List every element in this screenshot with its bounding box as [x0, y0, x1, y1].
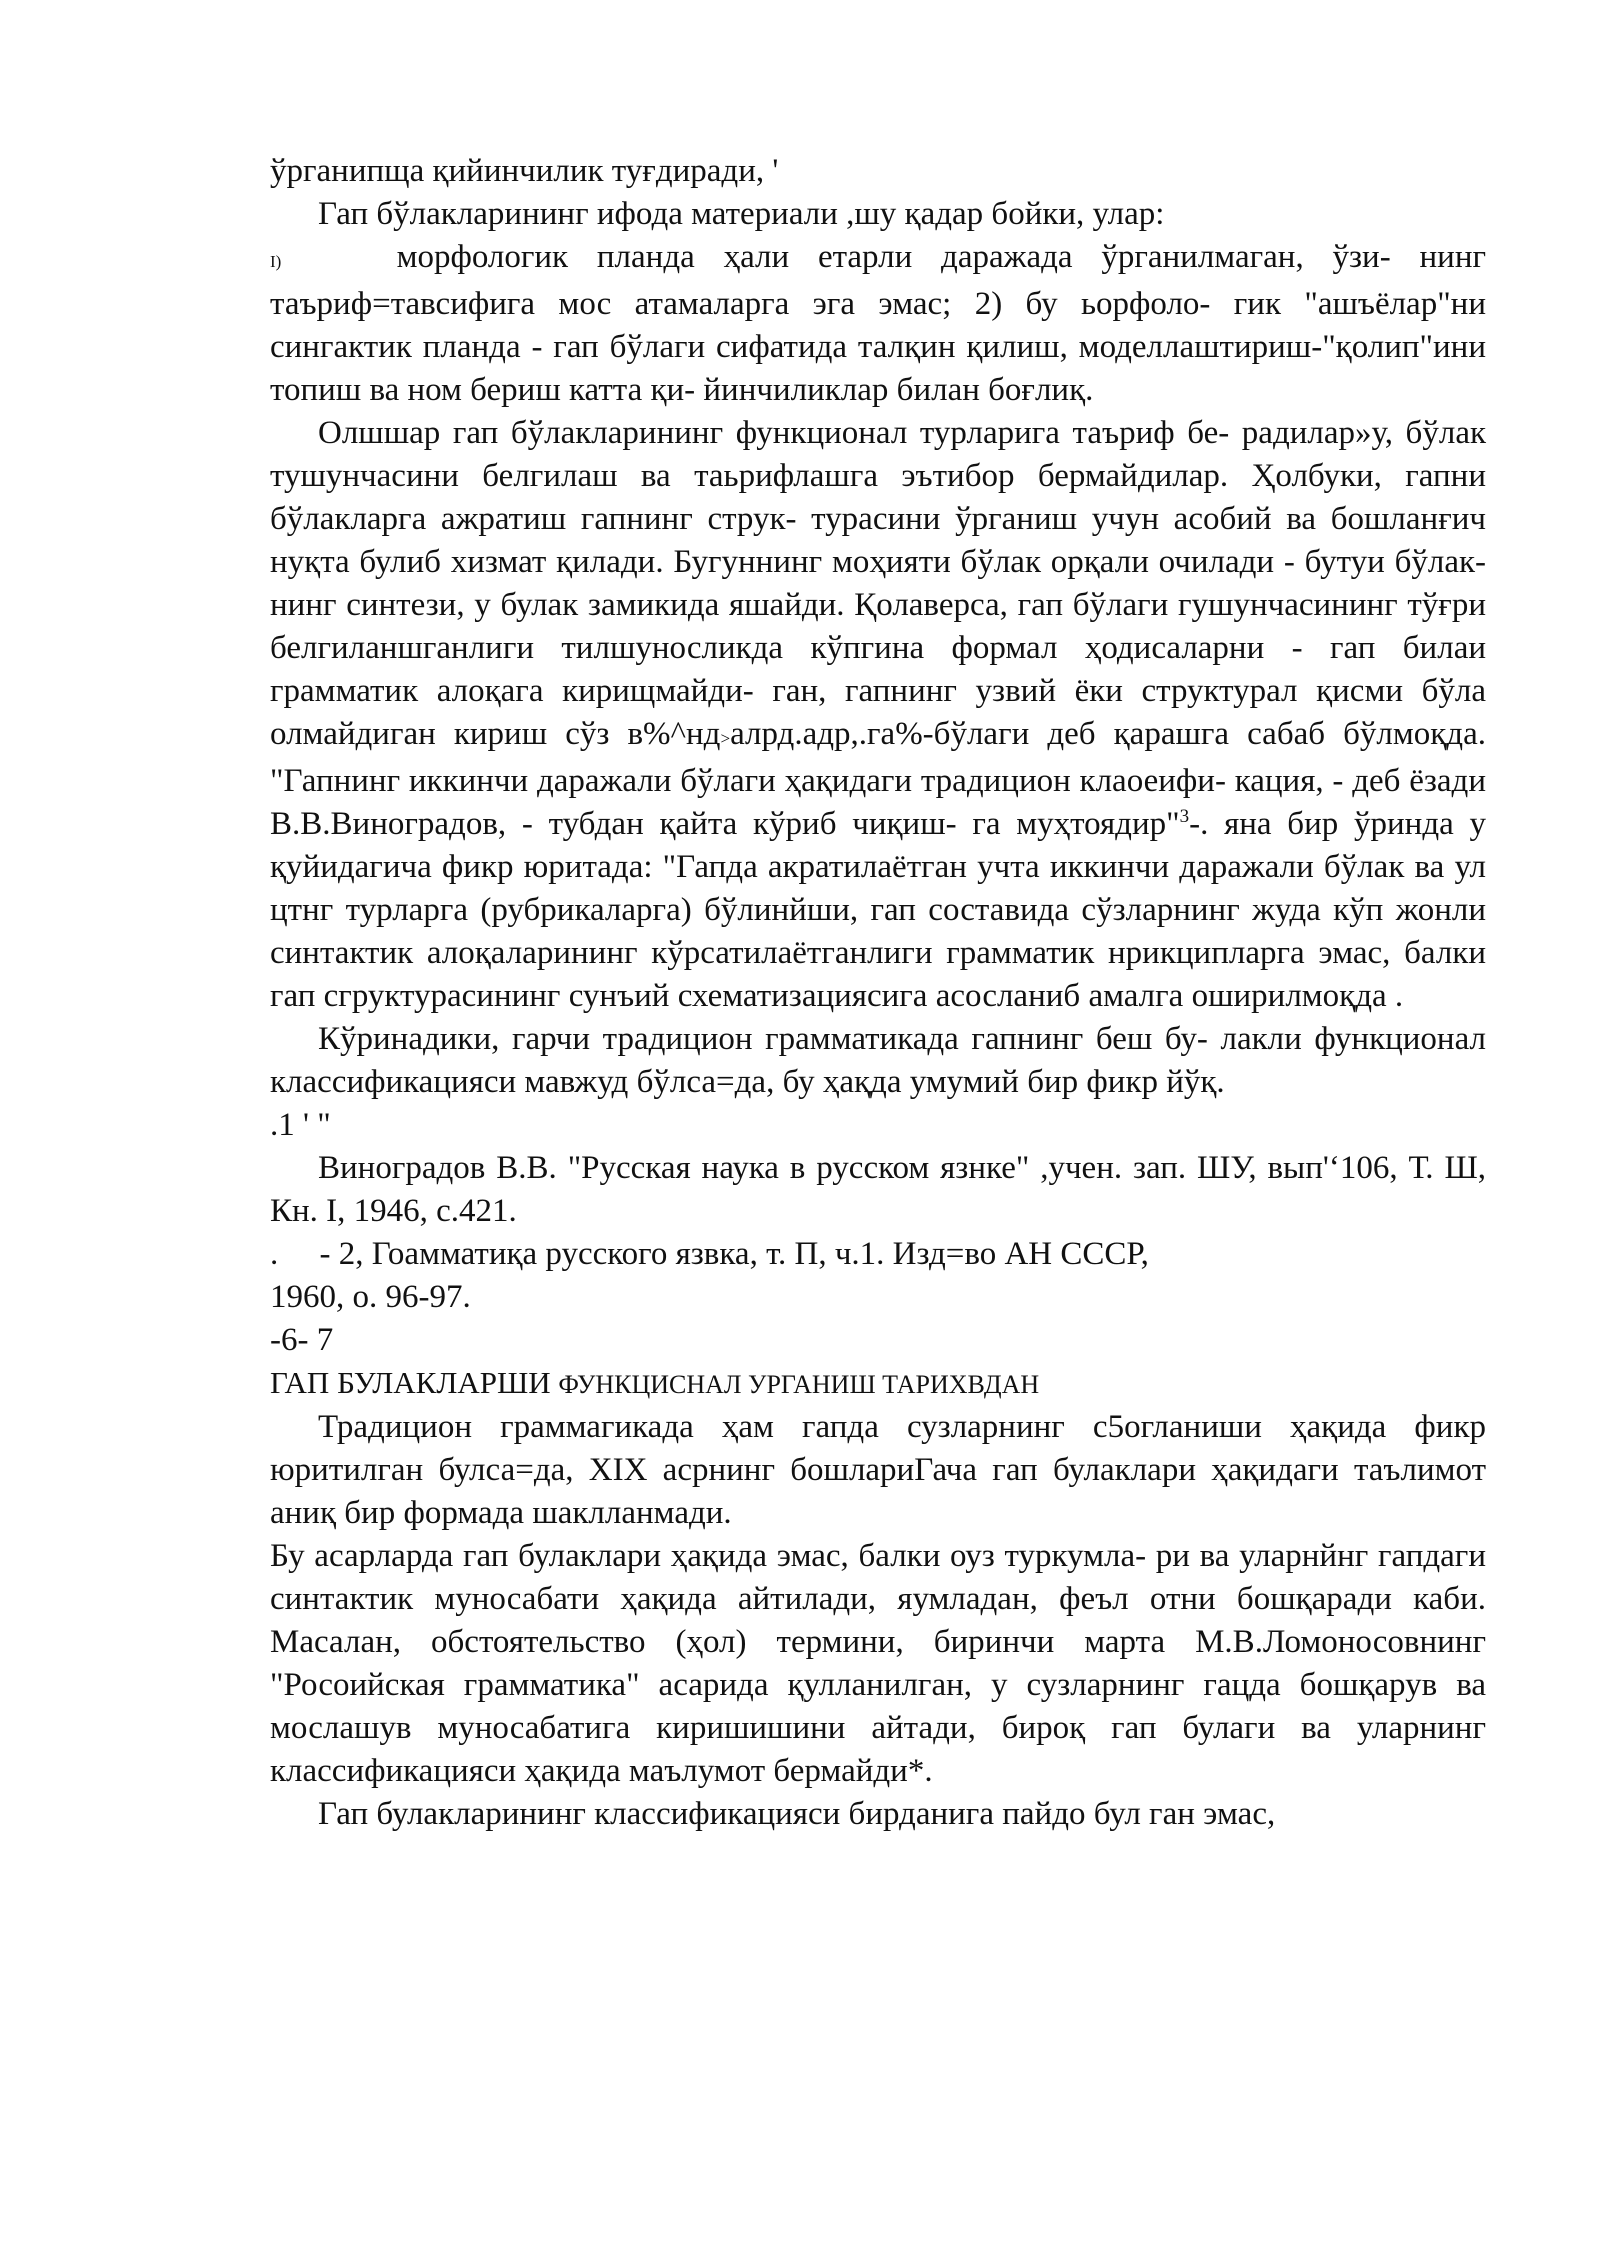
footnote: 1960, о. 96-97. [270, 1279, 471, 1315]
paragraph: Гап булакларининг классификацияси бирданига пайдо бул ган эмас, [318, 1796, 1276, 1832]
list-number: I) [270, 252, 282, 271]
footnote: Виноградов В.В. "Русская наука в русском язнке" ,учен. зап. ШУ, вып'‘106, Т. Ш, Кн. I, 1946, с.421. [270, 1150, 1486, 1229]
paragraph [270, 236, 1486, 412]
paragraph: Бу асарларда гап булаклари ҳақида эмас, балки оуз туркумла- ри ва уларнйнг гапдаги синтактик муносабати ҳақида айтилади, яумладан, феъл отни бошқаради каби. Масалан, обстоятельство (ҳол) термини, биринчи марта М.В.Ломоносовнинг "Росоийская грамматика" асарида қулланилган, у сузларнинг гацда бошқарув ва мослашув муносабатига киришишини айтади, бироқ гап булаги ва уларнинг классификацияси ҳақида маълумот бермайди*. [270, 1538, 1486, 1789]
paragraph: Кўринадики, гарчи традицион грамматикада гапнинг беш бу- лакли функционал классификацияси мавжуд бўлса=да, бу ҳақда умумий бир фикр йўқ. [270, 1021, 1486, 1100]
text-line: ўрганипща қийинчилик туғдиради, ' [270, 153, 779, 189]
text-fragment: > [720, 729, 731, 748]
paragraph: Традицион граммагикада ҳам гапда сузларнинг с5огланиши ҳақида фикр юритилган булса=да, XIX асрнинг бошлариГача гап булаклари ҳақидаги таълимот аниқ бир формада шаклланмади. [270, 1409, 1486, 1531]
section-heading [270, 1362, 1486, 1406]
footnote: . - 2, Гоамматиқа русского язвка, т. П, ч.1. Изд=во АН СССР, [270, 1236, 1149, 1272]
paragraph-text: -. яна бир ўринда у қуйидагича фикр юритада: "Гапда акратилаётган учта иккинчи даражали бўлак ва ул цтнг турларга (рубрикаларга) бўлинйши, гап составида сўзларнинг жуда кўп жонли синтактик алоқаларининг кўрсатилаётганлиги грамматик нрикципларга эмас, балки гап сгруктурасининг сунъий схематизациясига асосланиб амалга оширилмоқда . [270, 806, 1486, 1014]
paragraph: Гап бўлакларининг ифода материали ,шу қадар бойки, улар: [318, 196, 1165, 232]
heading-text: ФУНКЦИСНАЛ УРГАНИШ ТАРИХВДАН [558, 1370, 1040, 1399]
heading-text: ГАП БУЛАКЛАРШИ [270, 1365, 551, 1400]
document-page [270, 150, 1486, 1836]
paragraph [270, 412, 1486, 1018]
paragraph-text: морфологик планда ҳали етарли даражада ўрганилмаган, ўзи- нинг таъриф=тавсифига мос атамаларга эга эмас; 2) бу ьорфоло- гик "ашъёлар"ни сингактик планда - гап бўлаги сифатида талқин қилиш, моделлаштириш-"қолип"ини топиш ва ном бериш катта қи- йинчиликлар билан боғлиқ. [270, 239, 1487, 408]
page-number: -6- 7 [270, 1322, 334, 1358]
footnote-mark: .1 ' " [270, 1107, 331, 1143]
footnote-ref: 3 [1179, 806, 1190, 827]
paragraph-text: алрд.адр,.га%-бўлаги деб қарашга сабаб бўлмоқда. "Гапнинг иккинчи даражали бўлаги ҳақидаги традицион клаоеифи- кация, - деб ёзади В.В.Виноградов, - тубдан қайта кўриб чиқиш- га муҳтоядир" [270, 716, 1486, 842]
paragraph-text: Олшшар гап бўлакларининг функционал турларига таъриф бе- радилар»у, бўлак тушунчасини белгилаш ва таьрифлашга эътибор бермайдилар. Ҳолбуки, гапни бўлакларга ажратиш гапнинг струк- турасини ўрганиш учун асобий ва бошланғич нуқта булиб хизмат қилади. Бугуннинг моҳияти бўлак орқали очилади - бутуи бўлак- нинг синтези, у булак замикида яшайди. Қолаверса, гап бўлаги гушунчасининг тўғри белгиланшганлиги тилшуносликда кўпгина формал ҳодисаларни - гап билаи грамматик алоқага кирищмайди- ган, гапнинг узвий ёки структурал қисми бўла олмайдиган кириш сўз в%^нд [270, 415, 1486, 752]
